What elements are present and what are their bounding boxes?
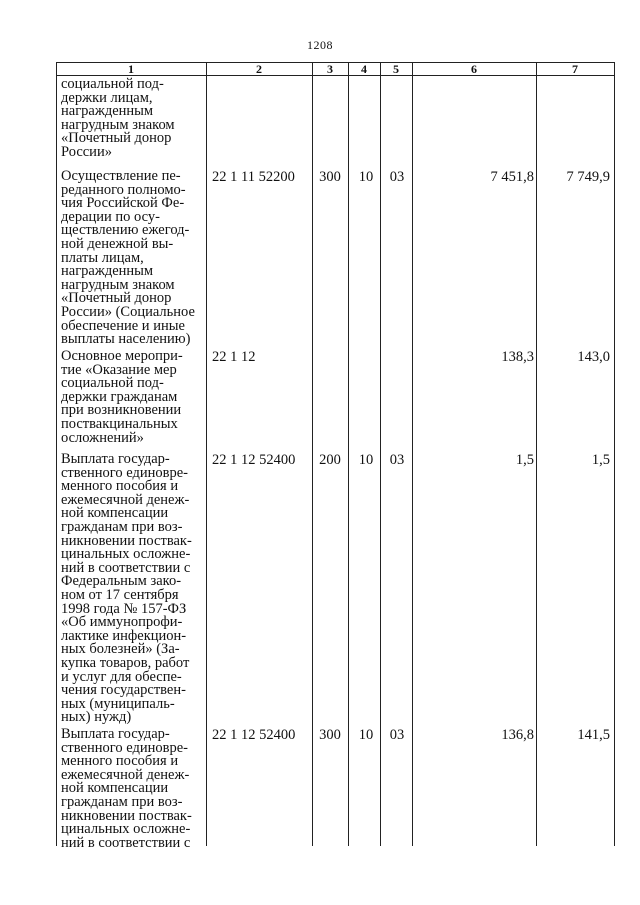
row-name: Основное меропри- тие «Оказание мер социальной под- держки гражданам при возникновении поствакцинальных осложнений» — [61, 348, 183, 446]
row-subsection: 03 — [389, 169, 405, 185]
row-section: 10 — [358, 169, 374, 185]
row-code: 22 1 12 52400 — [212, 452, 296, 468]
header-col-6: 6 — [471, 62, 477, 76]
header-col-7: 7 — [572, 62, 578, 76]
row-value-col7: 1,5 — [591, 452, 610, 468]
table-border-right — [614, 62, 615, 846]
column-divider-6 — [536, 62, 537, 846]
column-divider-3 — [348, 62, 349, 846]
row-type: 300 — [319, 727, 341, 743]
row-name: социальной под- держки лицам, награжденным нагрудным знаком «Почетный донор России» — [61, 76, 175, 160]
row-value-col7: 143,0 — [577, 349, 610, 365]
row-section: 10 — [358, 727, 374, 743]
row-value-col6: 138,3 — [501, 349, 534, 365]
row-value-col7: 141,5 — [577, 727, 610, 743]
row-type: 200 — [319, 452, 341, 468]
column-divider-4 — [380, 62, 381, 846]
row-code: 22 1 12 52400 — [212, 727, 296, 743]
page-number: 1208 — [307, 38, 333, 52]
header-col-1: 1 — [128, 62, 134, 76]
row-subsection: 03 — [389, 452, 405, 468]
header-col-2: 2 — [256, 62, 262, 76]
column-divider-5 — [412, 62, 413, 846]
row-value-col6: 136,8 — [501, 727, 534, 743]
header-col-5: 5 — [393, 62, 399, 76]
row-section: 10 — [358, 452, 374, 468]
row-subsection: 03 — [389, 727, 405, 743]
header-col-3: 3 — [327, 62, 333, 76]
row-value-col6: 1,5 — [515, 452, 534, 468]
row-name: Выплата государ- ственного единовре- менного пособия и ежемесячной денеж- ной компенсации гражданам при воз- никновении поствак- цинальных осложне- ний в соответствии с — [61, 726, 192, 851]
row-code: 22 1 11 52200 — [212, 169, 295, 185]
row-name: Осуществление пе- реданного полномо- чия Российской Фе- дерации по осу- ществлению ежегод- ной денежной вы- платы лицам, награжденным нагрудным знаком «Почетный донор России» (Социальное обеспечение и иные выплаты населению) — [61, 168, 195, 348]
header-col-4: 4 — [361, 62, 367, 76]
row-name: Выплата государ- ственного единовре- менного пособия и ежемесячной денеж- ной компенсации гражданам при воз- никновении поствак- цинальных осложне- ний в соответствии с Федеральным зако- ном от 17 сентября 1998 года № 157-ФЗ «Об иммунопрофи- лактике инфекцион- ных болезней» (За- купка товаров, работ и услуг для обеспе- чения государствен- ных (муниципаль- ных) нужд) — [61, 451, 192, 726]
row-type: 300 — [319, 169, 341, 185]
table-border-left — [56, 62, 57, 846]
row-value-col7: 7 749,9 — [566, 169, 610, 185]
row-code: 22 1 12 — [212, 349, 256, 365]
row-value-col6: 7 451,8 — [490, 169, 534, 185]
